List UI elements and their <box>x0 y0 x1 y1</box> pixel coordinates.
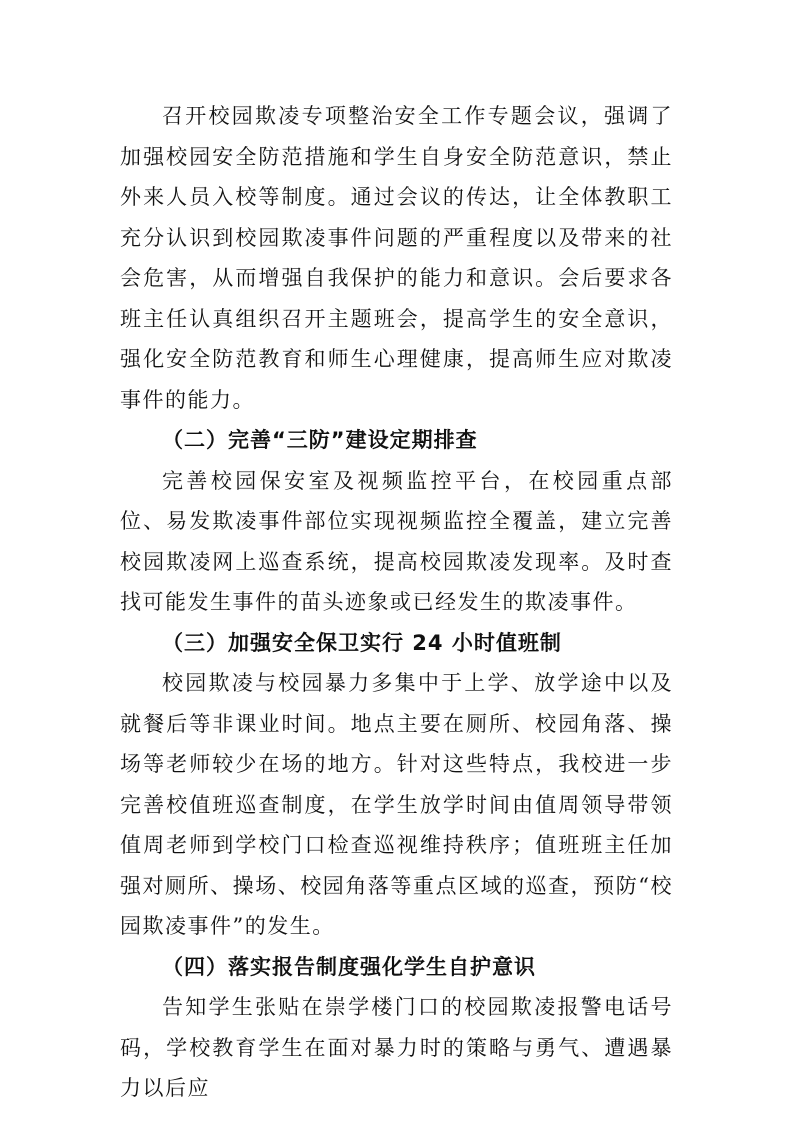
section-heading-reporting-system: （四）落实报告制度强化学生自护意识 <box>162 954 536 979</box>
section-heading-three-defenses: （二）完善“三防”建设定期排查 <box>162 428 478 452</box>
paragraph-video-monitoring: 完善校园保安室及视频监控平台，在校园重点部位、易发欺凌事件部位实现视频监控全覆盖，建立完善校园欺凌网上巡查系统，提高校园欺凌发现率。及时查找可能发生事件的苗头迹象或已经发生的欺凌事件。 <box>120 468 673 614</box>
document-body <box>120 96 673 1109</box>
paragraph-duty-patrol: 校园欺凌与校园暴力多集中于上学、放学途中以及就餐后等非课业时间。地点主要在厕所、校园角落、操场等老师较少在场的地方。针对这些特点，我校进一步完善校值班巡查制度，在学生放学时间由值周领导带领值周老师到学校门口检查巡视维持秩序；值班班主任加强对厕所、操场、校园角落等重点区域的巡查，预防“校园欺凌事件”的发生。 <box>120 671 673 938</box>
paragraph-meeting: 召开校园欺凌专项整治安全工作专题会议，强调了加强校园安全防范措施和学生自身安全防范意识，禁止外来人员入校等制度。通过会议的传达，让全体教职工充分认识到校园欺凌事件问题的严重程度以及带来的社会危害，从而增强自我保护的能力和意识。会后要求各班主任认真组织召开主题班会，提高学生的安全意识，强化安全防范教育和师生心理健康，提高师生应对欺凌事件的能力。 <box>120 104 673 412</box>
section-heading-24h-duty: （三）加强安全保卫实行 24 小时值班制 <box>162 630 562 655</box>
paragraph-reporting-hotline: 告知学生张贴在崇学楼门口的校园欺凌报警电话号码，学校教育学生在面对暴力时的策略与勇气、遭遇暴力以后应 <box>120 995 673 1100</box>
